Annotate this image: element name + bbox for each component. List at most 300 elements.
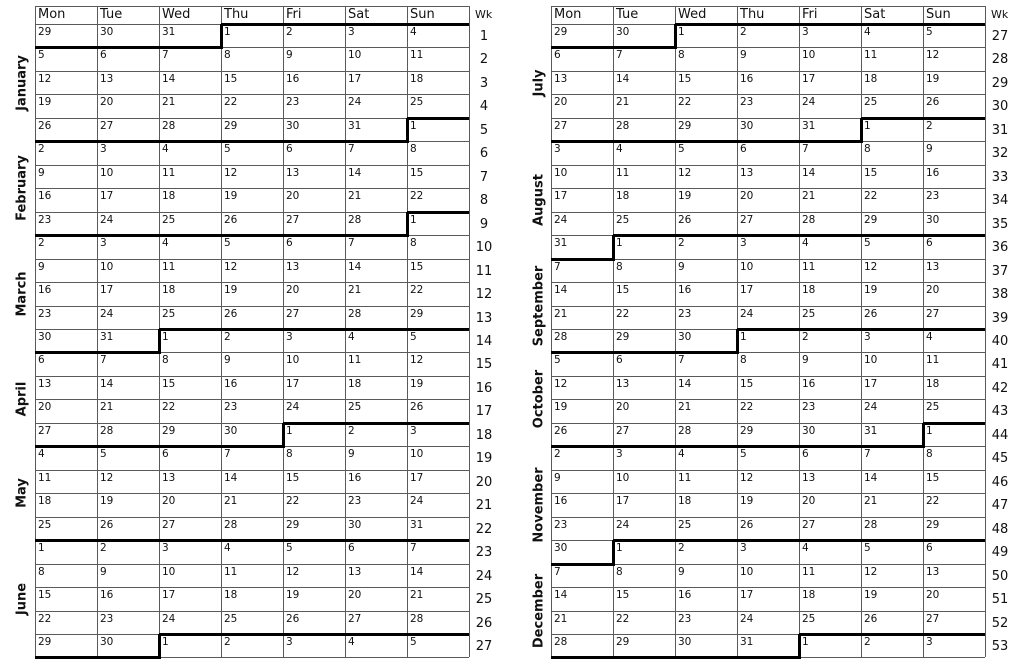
week-number-header: Wk xyxy=(991,8,1009,21)
day-cell: 13 xyxy=(162,471,176,484)
day-cell: 4 xyxy=(410,26,417,38)
week-number: 52 xyxy=(991,615,1009,631)
day-cell: 24 xyxy=(740,612,754,625)
day-cell: 9 xyxy=(678,565,685,578)
day-cell: 12 xyxy=(100,471,114,484)
week-number: 7 xyxy=(479,169,489,185)
day-cell: 21 xyxy=(348,190,362,203)
day-cell: 8 xyxy=(162,354,169,367)
day-header: Fri xyxy=(802,8,818,22)
day-cell: 10 xyxy=(100,260,114,273)
day-cell: 15 xyxy=(616,284,630,297)
day-cell: 30 xyxy=(616,26,630,38)
day-cell: 29 xyxy=(286,518,300,531)
month-boundary xyxy=(612,235,615,260)
month-boundary xyxy=(736,329,739,354)
month-boundary xyxy=(798,634,801,659)
month-boundary xyxy=(407,211,469,214)
month-boundary xyxy=(35,351,159,354)
day-cell: 31 xyxy=(348,119,362,132)
day-cell: 1 xyxy=(224,26,231,38)
day-cell: 2 xyxy=(348,424,355,437)
day-cell: 25 xyxy=(162,307,176,320)
day-cell: 21 xyxy=(100,401,114,414)
day-cell: 16 xyxy=(38,190,52,203)
day-cell: 14 xyxy=(410,565,424,578)
day-cell: 7 xyxy=(864,448,871,461)
day-cell: 21 xyxy=(678,401,692,414)
grid-line xyxy=(35,517,469,518)
week-number: 46 xyxy=(991,474,1009,490)
day-cell: 6 xyxy=(802,448,809,461)
day-cell: 17 xyxy=(286,377,300,390)
month-boundary xyxy=(35,445,283,448)
day-cell: 12 xyxy=(554,377,568,390)
month-label: October xyxy=(531,370,547,429)
day-cell: 26 xyxy=(286,612,300,625)
day-cell: 12 xyxy=(740,471,754,484)
day-cell: 10 xyxy=(740,565,754,578)
day-cell: 3 xyxy=(348,26,355,38)
grid-line xyxy=(35,71,469,72)
week-number: 39 xyxy=(991,310,1009,326)
day-cell: 19 xyxy=(224,284,238,297)
grid-line xyxy=(551,399,985,400)
week-number: 21 xyxy=(475,498,493,514)
day-cell: 25 xyxy=(802,612,816,625)
day-cell: 16 xyxy=(554,495,568,508)
day-cell: 21 xyxy=(864,495,878,508)
week-number: 37 xyxy=(991,263,1009,279)
month-boundary xyxy=(613,234,985,237)
week-number: 34 xyxy=(991,193,1009,209)
day-cell: 24 xyxy=(802,96,816,109)
grid-line xyxy=(35,493,469,494)
grid-line xyxy=(551,306,985,307)
day-cell: 20 xyxy=(740,190,754,203)
month-label: February xyxy=(14,155,30,222)
week-number-header: Wk xyxy=(475,8,493,21)
day-cell: 20 xyxy=(926,284,940,297)
grid-line xyxy=(551,6,552,657)
month-label: January xyxy=(14,54,30,111)
day-header: Sat xyxy=(864,8,886,22)
day-cell: 29 xyxy=(38,26,52,38)
day-cell: 19 xyxy=(554,401,568,414)
day-cell: 22 xyxy=(286,495,300,508)
day-cell: 13 xyxy=(554,72,568,85)
day-cell: 24 xyxy=(740,307,754,320)
day-cell: 21 xyxy=(410,589,424,602)
grid-line xyxy=(35,470,469,471)
day-cell: 22 xyxy=(38,612,52,625)
month-boundary xyxy=(159,328,469,331)
day-cell: 31 xyxy=(740,635,754,648)
day-cell: 1 xyxy=(740,330,747,343)
day-cell: 16 xyxy=(38,284,52,297)
week-number: 10 xyxy=(475,240,493,256)
day-cell: 22 xyxy=(224,96,238,109)
day-cell: 18 xyxy=(224,589,238,602)
day-cell: 11 xyxy=(926,354,940,367)
month-boundary xyxy=(35,539,469,542)
day-cell: 30 xyxy=(678,330,692,343)
day-cell: 14 xyxy=(100,377,114,390)
day-cell: 14 xyxy=(864,471,878,484)
day-cell: 28 xyxy=(162,119,176,132)
day-cell: 30 xyxy=(554,542,568,555)
day-cell: 6 xyxy=(926,542,933,555)
month-boundary xyxy=(221,23,469,26)
week-number: 1 xyxy=(479,29,489,44)
grid-line xyxy=(551,71,985,72)
day-cell: 18 xyxy=(616,190,630,203)
day-cell: 17 xyxy=(100,284,114,297)
day-cell: 8 xyxy=(286,448,293,461)
day-cell: 2 xyxy=(224,330,231,343)
day-cell: 28 xyxy=(348,307,362,320)
day-cell: 15 xyxy=(38,589,52,602)
day-cell: 21 xyxy=(616,96,630,109)
day-cell: 27 xyxy=(802,518,816,531)
month-boundary xyxy=(406,118,409,143)
week-number: 53 xyxy=(991,638,1009,654)
day-cell: 14 xyxy=(678,377,692,390)
week-number: 3 xyxy=(479,75,489,91)
month-boundary xyxy=(406,212,409,237)
day-cell: 23 xyxy=(678,612,692,625)
day-cell: 19 xyxy=(864,589,878,602)
month-boundary xyxy=(551,258,613,261)
day-cell: 7 xyxy=(224,448,231,461)
day-cell: 25 xyxy=(162,213,176,226)
month-boundary xyxy=(612,540,615,565)
week-number: 4 xyxy=(479,99,489,115)
day-cell: 7 xyxy=(410,542,417,555)
month-boundary xyxy=(551,563,613,566)
day-cell: 29 xyxy=(740,424,754,437)
day-cell: 28 xyxy=(224,518,238,531)
day-cell: 10 xyxy=(410,448,424,461)
day-cell: 29 xyxy=(678,119,692,132)
month-boundary xyxy=(551,46,675,49)
day-cell: 9 xyxy=(224,354,231,367)
grid-line xyxy=(551,165,985,166)
month-label: July xyxy=(531,69,547,97)
day-cell: 9 xyxy=(554,471,561,484)
day-cell: 19 xyxy=(678,190,692,203)
month-label: March xyxy=(14,271,30,317)
day-cell: 9 xyxy=(100,565,107,578)
day-cell: 13 xyxy=(286,260,300,273)
day-cell: 7 xyxy=(802,143,809,156)
day-cell: 11 xyxy=(864,49,878,62)
week-number: 16 xyxy=(475,380,493,396)
day-cell: 3 xyxy=(616,448,623,461)
day-cell: 23 xyxy=(802,401,816,414)
day-cell: 22 xyxy=(410,284,424,297)
day-cell: 6 xyxy=(554,49,561,62)
grid-line xyxy=(345,6,346,657)
day-cell: 6 xyxy=(348,542,355,555)
day-cell: 23 xyxy=(926,190,940,203)
day-cell: 14 xyxy=(554,589,568,602)
day-cell: 8 xyxy=(864,143,871,156)
day-cell: 31 xyxy=(100,330,114,343)
day-cell: 9 xyxy=(38,166,45,179)
day-cell: 8 xyxy=(926,448,933,461)
grid-line xyxy=(551,587,985,588)
day-cell: 20 xyxy=(926,589,940,602)
day-cell: 12 xyxy=(678,166,692,179)
day-cell: 31 xyxy=(410,518,424,531)
day-cell: 29 xyxy=(410,307,424,320)
day-cell: 17 xyxy=(864,377,878,390)
day-cell: 12 xyxy=(286,565,300,578)
day-cell: 15 xyxy=(224,72,238,85)
month-boundary xyxy=(159,633,469,636)
grid-line xyxy=(35,118,469,119)
week-number: 33 xyxy=(991,169,1009,185)
day-cell: 14 xyxy=(224,471,238,484)
day-cell: 16 xyxy=(740,72,754,85)
day-cell: 16 xyxy=(348,471,362,484)
grid-line xyxy=(35,6,469,7)
day-cell: 12 xyxy=(864,565,878,578)
grid-line xyxy=(861,6,862,657)
day-cell: 2 xyxy=(224,635,231,648)
day-cell: 3 xyxy=(926,635,933,648)
day-cell: 28 xyxy=(410,612,424,625)
grid-line xyxy=(551,94,985,95)
day-cell: 13 xyxy=(100,72,114,85)
day-cell: 12 xyxy=(224,166,238,179)
week-number: 31 xyxy=(991,122,1009,138)
day-cell: 13 xyxy=(348,565,362,578)
day-cell: 1 xyxy=(802,635,809,648)
month-boundary xyxy=(282,423,285,448)
day-cell: 24 xyxy=(286,401,300,414)
day-cell: 15 xyxy=(864,166,878,179)
day-cell: 31 xyxy=(802,119,816,132)
day-header: Thu xyxy=(740,8,765,22)
day-cell: 27 xyxy=(348,612,362,625)
day-cell: 26 xyxy=(38,119,52,132)
day-cell: 10 xyxy=(162,565,176,578)
day-cell: 17 xyxy=(348,72,362,85)
week-number: 12 xyxy=(475,287,493,303)
day-cell: 17 xyxy=(554,190,568,203)
week-number: 35 xyxy=(991,216,1009,232)
day-cell: 29 xyxy=(554,26,568,38)
grid-line xyxy=(35,188,469,189)
grid-line xyxy=(469,6,470,657)
day-header: Wed xyxy=(678,8,707,22)
day-cell: 24 xyxy=(554,213,568,226)
week-number: 47 xyxy=(991,498,1009,514)
day-cell: 24 xyxy=(348,96,362,109)
day-cell: 16 xyxy=(286,72,300,85)
day-cell: 27 xyxy=(926,307,940,320)
day-cell: 6 xyxy=(38,354,45,367)
day-cell: 17 xyxy=(100,190,114,203)
month-boundary xyxy=(283,422,469,425)
day-cell: 10 xyxy=(740,260,754,273)
grid-line xyxy=(35,282,469,283)
week-number: 14 xyxy=(475,333,493,349)
day-cell: 25 xyxy=(926,401,940,414)
month-boundary xyxy=(613,539,985,542)
day-header: Sun xyxy=(926,8,951,22)
day-cell: 8 xyxy=(410,237,417,250)
day-header: Tue xyxy=(100,8,123,22)
day-cell: 1 xyxy=(286,424,293,437)
day-cell: 27 xyxy=(286,213,300,226)
day-cell: 22 xyxy=(740,401,754,414)
day-cell: 25 xyxy=(348,401,362,414)
day-cell: 5 xyxy=(864,237,871,250)
day-cell: 7 xyxy=(348,143,355,156)
day-cell: 26 xyxy=(678,213,692,226)
day-cell: 23 xyxy=(678,307,692,320)
day-cell: 21 xyxy=(224,495,238,508)
day-cell: 13 xyxy=(926,565,940,578)
week-number: 19 xyxy=(475,451,493,467)
day-cell: 5 xyxy=(740,448,747,461)
day-cell: 4 xyxy=(162,237,169,250)
day-cell: 6 xyxy=(286,143,293,156)
day-cell: 12 xyxy=(926,49,940,62)
grid-line xyxy=(35,376,469,377)
day-cell: 27 xyxy=(286,307,300,320)
day-cell: 30 xyxy=(678,635,692,648)
month-boundary xyxy=(737,328,985,331)
day-cell: 13 xyxy=(802,471,816,484)
day-cell: 22 xyxy=(410,190,424,203)
week-number: 22 xyxy=(475,521,493,537)
day-cell: 5 xyxy=(38,49,45,62)
day-cell: 14 xyxy=(162,72,176,85)
day-cell: 21 xyxy=(802,190,816,203)
grid-line xyxy=(35,165,469,166)
day-cell: 25 xyxy=(616,213,630,226)
day-cell: 14 xyxy=(802,166,816,179)
day-cell: 23 xyxy=(38,213,52,226)
month-label: May xyxy=(14,478,30,509)
day-cell: 2 xyxy=(100,542,107,555)
day-cell: 24 xyxy=(864,401,878,414)
day-cell: 11 xyxy=(410,49,424,62)
day-cell: 12 xyxy=(224,260,238,273)
day-cell: 3 xyxy=(286,330,293,343)
week-number: 20 xyxy=(475,474,493,490)
day-cell: 24 xyxy=(410,495,424,508)
grid-line xyxy=(551,493,985,494)
day-cell: 26 xyxy=(224,213,238,226)
day-cell: 3 xyxy=(802,26,809,38)
day-cell: 18 xyxy=(678,495,692,508)
day-cell: 5 xyxy=(864,542,871,555)
day-cell: 5 xyxy=(926,26,933,38)
day-cell: 13 xyxy=(926,260,940,273)
grid-line xyxy=(35,259,469,260)
month-boundary xyxy=(674,24,677,49)
month-boundary xyxy=(220,24,223,49)
day-header: Sat xyxy=(348,8,370,22)
day-cell: 15 xyxy=(740,377,754,390)
day-cell: 5 xyxy=(100,448,107,461)
month-boundary xyxy=(35,140,407,143)
day-cell: 31 xyxy=(864,424,878,437)
day-cell: 22 xyxy=(864,190,878,203)
day-cell: 18 xyxy=(38,495,52,508)
day-cell: 4 xyxy=(802,542,809,555)
day-cell: 26 xyxy=(554,424,568,437)
day-cell: 2 xyxy=(38,143,45,156)
day-cell: 13 xyxy=(616,377,630,390)
week-number: 27 xyxy=(475,638,493,654)
day-cell: 10 xyxy=(554,166,568,179)
day-cell: 19 xyxy=(224,190,238,203)
day-cell: 16 xyxy=(224,377,238,390)
day-cell: 17 xyxy=(616,495,630,508)
day-cell: 19 xyxy=(926,72,940,85)
day-cell: 14 xyxy=(616,72,630,85)
day-cell: 2 xyxy=(864,635,871,648)
month-boundary xyxy=(799,633,985,636)
day-cell: 4 xyxy=(348,330,355,343)
week-number: 36 xyxy=(991,240,1009,256)
grid-line xyxy=(551,282,985,283)
day-cell: 5 xyxy=(410,635,417,648)
day-cell: 17 xyxy=(802,72,816,85)
day-cell: 3 xyxy=(740,542,747,555)
day-cell: 7 xyxy=(162,49,169,62)
day-cell: 5 xyxy=(678,143,685,156)
month-boundary xyxy=(551,445,923,448)
day-cell: 10 xyxy=(348,49,362,62)
day-cell: 20 xyxy=(100,96,114,109)
day-cell: 8 xyxy=(740,354,747,367)
day-cell: 12 xyxy=(38,72,52,85)
grid-line xyxy=(551,259,985,260)
day-cell: 5 xyxy=(224,143,231,156)
day-cell: 21 xyxy=(554,612,568,625)
day-cell: 29 xyxy=(616,635,630,648)
day-cell: 18 xyxy=(162,190,176,203)
day-cell: 5 xyxy=(410,330,417,343)
day-cell: 6 xyxy=(286,237,293,250)
day-cell: 6 xyxy=(926,237,933,250)
day-cell: 11 xyxy=(224,565,238,578)
day-cell: 8 xyxy=(616,565,623,578)
grid-line xyxy=(407,6,408,657)
day-cell: 23 xyxy=(348,495,362,508)
day-cell: 26 xyxy=(864,612,878,625)
day-cell: 15 xyxy=(410,260,424,273)
grid-line xyxy=(551,423,985,424)
day-cell: 1 xyxy=(616,237,623,250)
grid-line xyxy=(35,212,469,213)
day-cell: 29 xyxy=(616,330,630,343)
grid-line xyxy=(923,6,924,657)
grid-line xyxy=(551,470,985,471)
week-number: 40 xyxy=(991,333,1009,349)
grid-line xyxy=(551,611,985,612)
day-cell: 22 xyxy=(678,96,692,109)
day-cell: 21 xyxy=(348,284,362,297)
week-number: 5 xyxy=(479,122,489,138)
